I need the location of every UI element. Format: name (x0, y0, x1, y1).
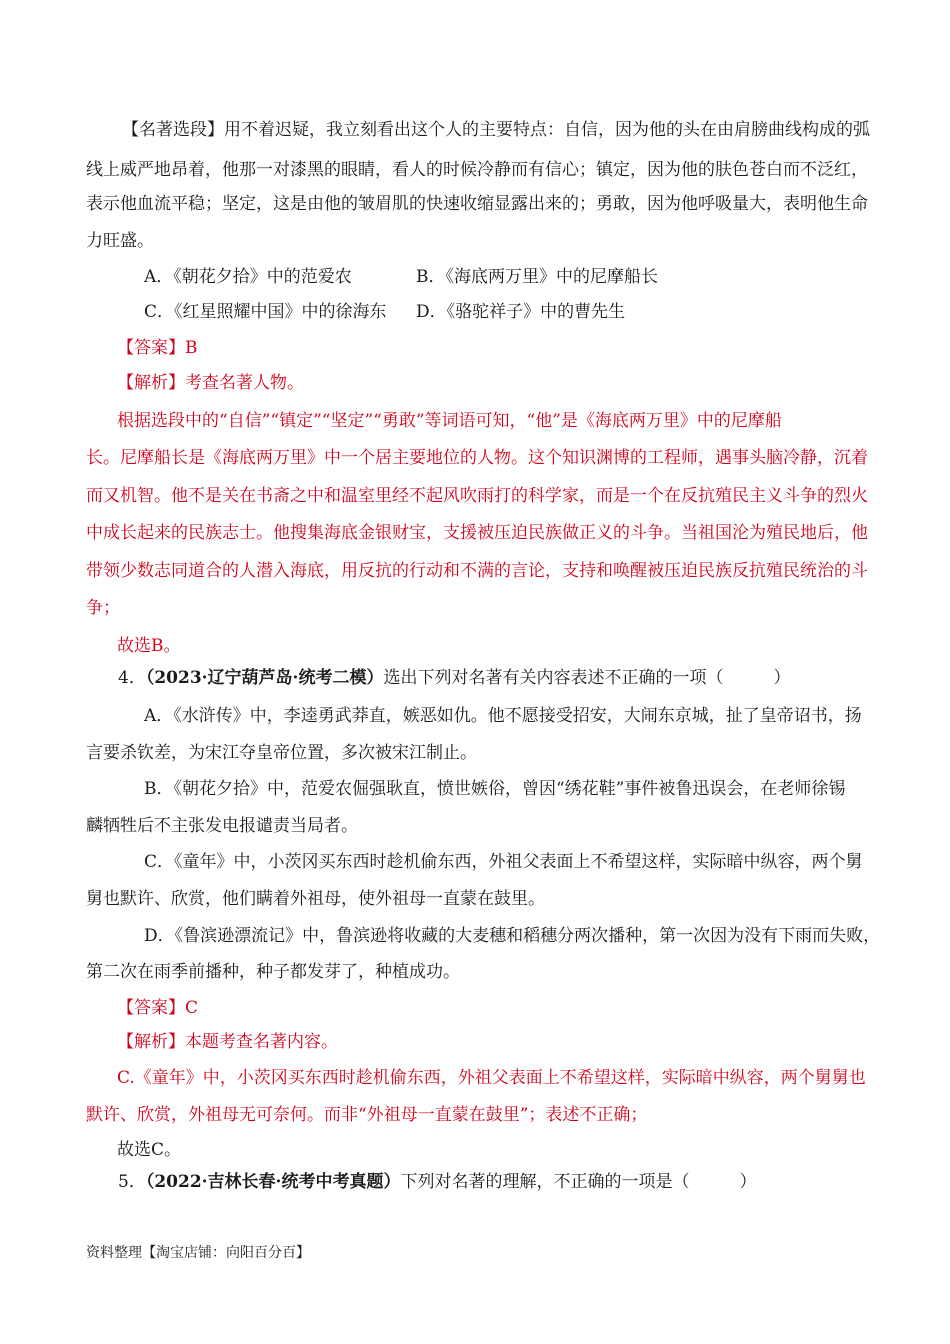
option-c: C．《红星照耀中国》中的徐海东 (144, 302, 387, 322)
passage-line: 表示他血流平稳；坚定，这是由他的皱眉肌的快速收缩显露出来的；勇敢，因为他呼吸量大，表明他生命 (86, 194, 868, 214)
analysis-conclusion: 故选B。 (117, 636, 181, 656)
answer-value: C (185, 998, 199, 1018)
analysis-header (117, 371, 304, 395)
analysis-line: 长。尼摩船长是《海底两万里》中一个居主要地位的人物。这个知识渊博的工程师，遇事头脑冷静，沉着 (86, 448, 868, 468)
analysis-header (117, 1030, 338, 1054)
paren-close: ） (739, 1172, 757, 1192)
question-4-stem (118, 666, 790, 690)
answer-line (117, 336, 198, 360)
question-number: 4． (118, 668, 146, 688)
analysis-conclusion: 故选C。 (117, 1140, 182, 1160)
option-d-cont: 第二次在雨季前播种，种子都发芽了，种植成功。 (86, 962, 460, 982)
passage-line: 力旺盛。 (86, 231, 154, 251)
answer-value: B (185, 338, 198, 358)
analysis-tag: 【解析】 (117, 373, 185, 393)
option-c-cont: 舅也默许、欣赏，他们瞒着外祖母，使外祖母一直蒙在鼓里。 (86, 889, 545, 909)
analysis-intro: 考查名著人物。 (185, 373, 304, 393)
option-c: C．《童年》中，小茨冈买东西时趁机偷东西，外祖父表面上不希望这样，实际暗中纵容，两个舅 (144, 852, 863, 872)
option-a-cont: 言要杀钦差，为宋江夺皇帝位置，多次被宋江制止。 (86, 743, 477, 763)
option-d: D．《骆驼祥子》中的曹先生 (416, 302, 626, 322)
page-footer: 资料整理【淘宝店铺：向阳百分百】 (86, 1245, 310, 1261)
analysis-line: 根据选段中的“自信”“镇定”“坚定”“勇敢”等词语可知，“他”是《海底两万里》中的尼摩船 (117, 411, 782, 431)
answer-line (117, 996, 198, 1020)
question-source: （2023·辽宁葫芦岛·统考二模） (145, 668, 384, 688)
paren-close: ） (773, 668, 791, 688)
option-b-cont: 麟牺牲后不主张发电报谴责当局者。 (86, 816, 358, 836)
question-number: 5． (118, 1172, 146, 1192)
answer-tag: 【答案】 (117, 338, 185, 358)
analysis-line: C.《童年》中，小茨冈买东西时趁机偷东西，外祖父表面上不希望这样，实际暗中纵容，两个舅舅也 (117, 1068, 866, 1088)
option-a: A．《朝花夕拾》中的范爱农 (144, 267, 352, 287)
analysis-line: 争； (86, 598, 120, 618)
analysis-line: 默许、欣赏，外祖母无可奈何。而非“外祖母一直蒙在鼓里”；表述不正确； (86, 1105, 648, 1125)
option-b: B．《海底两万里》中的尼摩船长 (416, 267, 658, 287)
passage-line: 【名著选段】用不着迟疑，我立刻看出这个人的主要特点：自信，因为他的头在由肩膀曲线构成的弧 (122, 120, 870, 140)
analysis-line: 中成长起来的民族志士。他搜集海底金银财宝，支援被压迫民族做正义的斗争。当祖国沦为殖民地后，他 (86, 523, 868, 543)
question-5-stem (118, 1170, 756, 1194)
analysis-line: 带领少数志同道合的人潜入海底，用反抗的行动和不满的言论，支持和唤醒被压迫民族反抗殖民统治的斗 (86, 561, 868, 581)
option-a: A．《水浒传》中，李逵勇武莽直，嫉恶如仇。他不愿接受招安，大闹东京城，扯了皇帝诏书，扬 (144, 706, 862, 726)
option-d: D．《鲁滨逊漂流记》中，鲁滨逊将收藏的大麦穗和稻穗分两次播种，第一次因为没有下雨而失败， (144, 926, 881, 946)
analysis-tag: 【解析】 (117, 1032, 185, 1052)
question-text: 选出下列对名著有关内容表述不正确的一项（ (383, 668, 724, 688)
question-source: （2022·吉林长春·统考中考真题） (145, 1172, 401, 1192)
question-text: 下列对名著的理解，不正确的一项是（ (400, 1172, 690, 1192)
passage-line: 线上威严地昂着，他那一对漆黑的眼睛，看人的时候冷静而有信心；镇定，因为他的肤色苍白而不泛红， (86, 160, 868, 180)
analysis-intro: 本题考查名著内容。 (185, 1032, 338, 1052)
analysis-line: 而又机智。他不是关在书斋之中和温室里经不起风吹雨打的科学家，而是一个在反抗殖民主义斗争的烈火 (86, 486, 868, 506)
option-b: B．《朝花夕拾》中，范爱农倔强耿直，愤世嫉俗，曾因“绣花鞋”事件被鲁迅误会，在老师徐锡 (144, 779, 846, 799)
answer-tag: 【答案】 (117, 998, 185, 1018)
